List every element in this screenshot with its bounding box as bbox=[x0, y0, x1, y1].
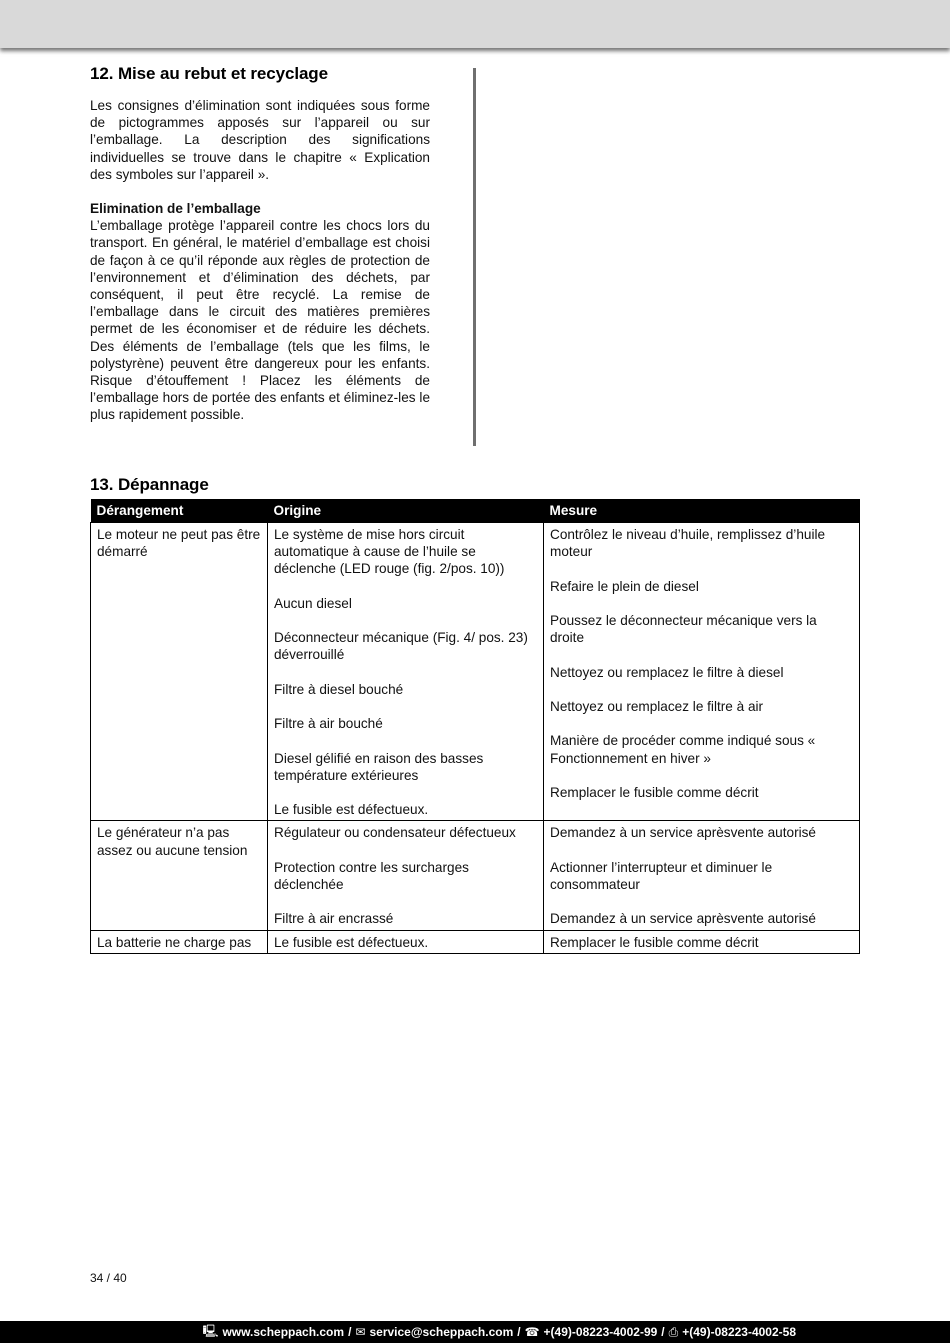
disposal-paragraph: Les consignes d’élimination sont indiquées sous forme de pictogrammes apposés sur l’appareil ou sur l’emballage. La description des significations individuelles se trouve dans le chapitre « Explication des symboles sur l’appareil ». bbox=[90, 98, 430, 182]
packaging-paragraph: L’emballage protège l’appareil contre les chocs lors du transport. En général, le matériel d’emballage est choisi de façon à ce qu’il réponde aux règles de protection de l’environnement et d’élimination des déchets, par conséquent, il peut être recyclé. La remise de l’emballage dans le circuit des matières premières permet de les économiser et de réduire les déchets. Des éléments de l’emballage (tels que les films, le polystyrène) peuvent être dangereux pour les enfants. Risque d’étouffement ! Placez les éléments de l’emballage hors de portée des enfants et éliminez-les le plus rapidement possible. bbox=[90, 218, 430, 423]
measure-item: Actionner l’interrupteur et diminuer le consommateur bbox=[550, 859, 773, 892]
cause-item: Filtre à diesel bouché bbox=[274, 681, 404, 697]
cause-cell bbox=[268, 523, 544, 821]
footer-bar bbox=[0, 1321, 950, 1343]
measure-item: Poussez le déconnecteur mécanique vers la droite bbox=[550, 612, 817, 646]
fault-cell: Le moteur ne peut pas être démarré bbox=[91, 523, 268, 821]
section-troubleshooting bbox=[90, 475, 860, 954]
footer-separator: / bbox=[661, 1325, 665, 1339]
cause-cell bbox=[268, 821, 544, 930]
cause-item: Filtre à air bouché bbox=[274, 716, 383, 732]
cause-item: Déconnecteur mécanique (Fig. 4/ pos. 23) déverrouillé bbox=[274, 630, 528, 663]
measure-cell bbox=[544, 523, 860, 821]
fax-icon: ⎙ bbox=[668, 1324, 679, 1339]
measure-item: Demandez à un service aprèsvente autorisé bbox=[550, 911, 816, 927]
cause-item: Filtre à air encrassé bbox=[274, 911, 394, 927]
measure-item: Contrôlez le niveau d’huile, remplissez d’huile moteur bbox=[550, 527, 826, 560]
footer-separator: / bbox=[517, 1325, 521, 1339]
header-band bbox=[0, 0, 950, 48]
measure-item: Remplacer le fusible comme décrit bbox=[550, 934, 759, 950]
table-row bbox=[91, 821, 860, 930]
footer-phone: +(49)-08223-4002-99 bbox=[543, 1325, 658, 1339]
table-header-row bbox=[91, 499, 860, 523]
measure-item: Nettoyez ou remplacez le filtre à air bbox=[550, 698, 764, 714]
packaging-subheading: Elimination de l’emballage bbox=[90, 201, 261, 217]
footer-website[interactable]: www.scheppach.com bbox=[222, 1325, 345, 1339]
cause-cell bbox=[268, 930, 544, 953]
fault-cell: La batterie ne charge pas bbox=[91, 930, 268, 953]
measure-item: Refaire le plein de diesel bbox=[550, 578, 699, 594]
fault-cell: Le générateur n’a pas assez ou aucune tension bbox=[91, 821, 268, 930]
cause-item: Le fusible est défectueux. bbox=[274, 802, 429, 818]
measure-item: Remplacer le fusible comme décrit bbox=[550, 784, 759, 800]
table-row bbox=[91, 930, 860, 953]
cause-item: Protection contre les surcharges déclenchée bbox=[274, 859, 469, 892]
section-disposal bbox=[90, 64, 430, 424]
cause-item: Le fusible est défectueux. bbox=[274, 934, 429, 950]
footer-email[interactable]: service@scheppach.com bbox=[369, 1325, 514, 1339]
computer-icon: 🖳 bbox=[202, 1323, 219, 1338]
header-fault: Dérangement bbox=[91, 499, 268, 523]
header-cause: Origine bbox=[268, 499, 544, 523]
page-number: 34 / 40 bbox=[90, 1271, 127, 1285]
cause-item: Aucun diesel bbox=[274, 595, 352, 611]
cause-item: Le système de mise hors circuit automatique à cause de l’huile se déclenche (LED rouge (fig. 2/pos. 10)) bbox=[274, 527, 505, 577]
header-measure: Mesure bbox=[544, 499, 860, 523]
table-row bbox=[91, 523, 860, 821]
troubleshooting-table bbox=[90, 499, 860, 954]
phone-icon: ☎ bbox=[524, 1325, 540, 1339]
footer-separator: / bbox=[348, 1325, 352, 1339]
section-title-disposal: 12. Mise au rebut et recyclage bbox=[90, 64, 328, 83]
measure-item: Manière de procéder comme indiqué sous « Fonctionnement en hiver » bbox=[550, 733, 816, 766]
measure-cell bbox=[544, 821, 860, 930]
cause-item: Diesel gélifié en raison des basses température extérieures bbox=[274, 750, 484, 783]
measure-item: Demandez à un service aprèsvente autorisé bbox=[550, 825, 816, 841]
email-icon: ✉ bbox=[355, 1325, 366, 1339]
footer-fax: +(49)-08223-4002-58 bbox=[682, 1325, 796, 1339]
column-divider bbox=[473, 68, 476, 446]
section-title-troubleshooting: 13. Dépannage bbox=[90, 475, 209, 494]
measure-cell bbox=[544, 930, 860, 953]
cause-item: Régulateur ou condensateur défectueux bbox=[274, 825, 516, 841]
measure-item: Nettoyez ou remplacez le filtre à diesel bbox=[550, 664, 784, 680]
